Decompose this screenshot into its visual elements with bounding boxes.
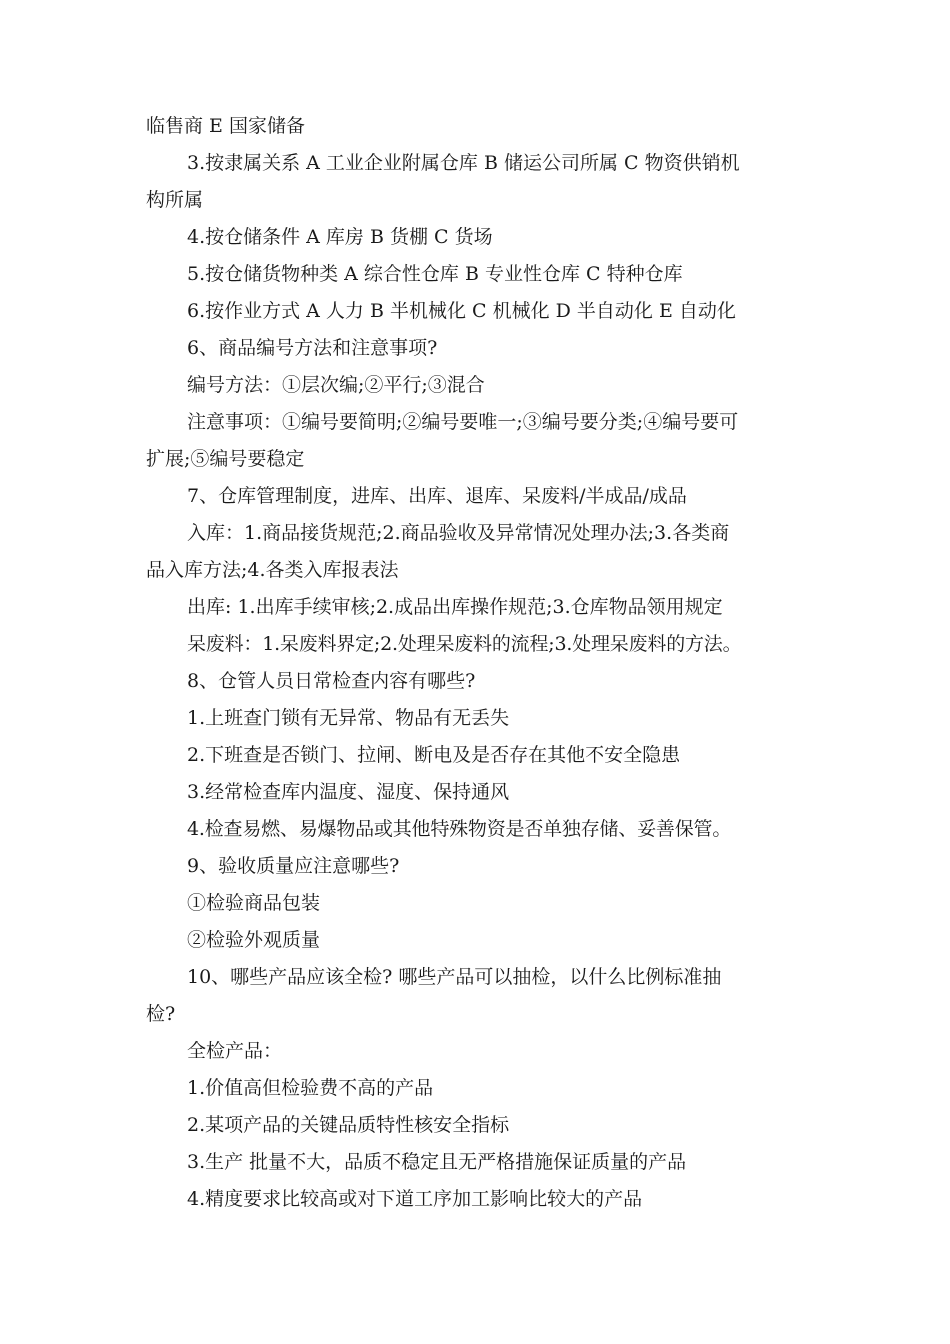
text-line: 注意事项：①编号要简明;②编号要唯一;③编号要分类;④编号要可	[187, 411, 739, 433]
text-line: ①检验商品包装	[187, 892, 321, 914]
text-line: 1.上班查门锁有无异常、物品有无丢失	[187, 707, 510, 729]
text-line: 检?	[146, 1003, 176, 1025]
text-line: 全检产品：	[187, 1040, 283, 1062]
text-line: 4.检查易燃、易爆物品或其他特殊物资是否单独存储、妥善保管。	[187, 818, 732, 840]
text-line: 构所属	[146, 189, 204, 211]
text-line: 临售商 E 国家储备	[146, 115, 305, 137]
text-line: 6.按作业方式 A 人力 B 半机械化 C 机械化 D 半自动化 E 自动化	[187, 300, 736, 322]
text-line: 3.经常检查库内温度、湿度、保持通风	[187, 781, 510, 803]
text-line: 编号方法：①层次编;②平行;③混合	[187, 374, 485, 396]
text-line: 4.精度要求比较高或对下道工序加工影响比较大的产品	[187, 1188, 643, 1210]
text-line: 呆废料：1.呆废料界定;2.处理呆废料的流程;3.处理呆废料的方法。	[187, 633, 742, 655]
section-heading: 9、验收质量应注意哪些?	[187, 855, 400, 877]
text-line: 品入库方法;4.各类入库报表法	[146, 559, 399, 581]
text-line: 扩展;⑤编号要稳定	[146, 448, 305, 470]
text-line: 3.生产 批量不大，品质不稳定且无严格措施保证质量的产品	[187, 1151, 687, 1173]
text-line: 出库: 1.出库手续审核;2.成品出库操作规范;3.仓库物品领用规定	[187, 596, 723, 618]
text-line: 5.按仓储货物种类 A 综合性仓库 B 专业性仓库 C 特种仓库	[187, 263, 683, 285]
section-heading: 10、哪些产品应该全检? 哪些产品可以抽检，以什么比例标准抽	[187, 966, 722, 988]
text-line: 2.某项产品的关键品质特性核安全指标	[187, 1114, 510, 1136]
section-heading: 7、仓库管理制度，进库、出库、退库、呆废料/半成品/成品	[187, 485, 687, 507]
text-line: 4.按仓储条件 A 库房 B 货棚 C 货场	[187, 226, 493, 248]
section-heading: 6、商品编号方法和注意事项?	[187, 337, 438, 359]
document-body	[146, 108, 826, 1218]
text-line: 1.价值高但检验费不高的产品	[187, 1077, 434, 1099]
section-heading: 8、仓管人员日常检查内容有哪些?	[187, 670, 476, 692]
text-line: 3.按隶属关系 A 工业企业附属仓库 B 储运公司所属 C 物资供销机	[187, 152, 740, 174]
text-line: 2.下班查是否锁门、拉闸、断电及是否存在其他不安全隐患	[187, 744, 681, 766]
text-line: 入库：1.商品接货规范;2.商品验收及异常情况处理办法;3.各类商	[187, 522, 730, 544]
text-line: ②检验外观质量	[187, 929, 321, 951]
